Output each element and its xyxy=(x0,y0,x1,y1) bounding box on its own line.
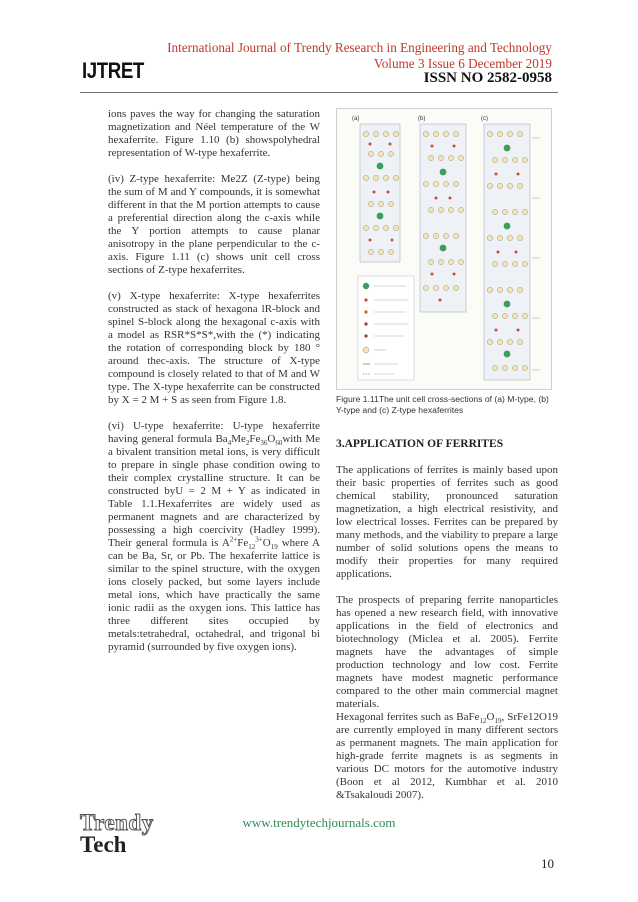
header-divider xyxy=(80,92,558,93)
figure-caption: Figure 1.11The unit cell cross-sections of (a) M-type, (b) Y-type and (c) Z-type hexaferrites xyxy=(336,394,549,415)
journal-volume: Volume 3 Issue 6 December 2019 xyxy=(373,56,552,71)
paragraph-z-type: (iv) Z-type hexaferrite: Me2Z (Z-type) being the sum of M and Y compounds, it is somewhat different in that the M portion attempts to cause a preferential direction along the c-axis while the Y portion attempts to cause planar anisotropy in the plane perpendicular to the c-axis. Figure 1.11 (c) shows unit cell cross sections of Z-type hexaferrites. xyxy=(108,173,320,276)
journal-website-link[interactable]: www.trendytechjournals.com xyxy=(242,815,396,830)
trendy-tech-logo: Trendy Tech xyxy=(80,810,154,857)
figure-legend xyxy=(358,276,414,380)
section-heading: 3.APPLICATION OF FERRITES xyxy=(336,438,504,450)
panel-label-c: (c) xyxy=(481,116,488,122)
paragraph-prospects: The prospects of preparing ferrite nanoparticles has opened a new research field, with innovative applications in the field of electronics and biotechnology (Miclea et al. 2005). Ferrite magnets have the advantages of simple production technology and low cost. Ferrite magnets have modest magnetic performance compared to the other main commercial magnet materials. xyxy=(336,594,558,710)
journal-logo: IJTRET xyxy=(82,58,144,83)
panel-label-a: (a) xyxy=(352,116,360,122)
left-column xyxy=(108,108,320,654)
right-column xyxy=(336,108,558,802)
panel-b-y-type xyxy=(420,124,466,312)
journal-issn: ISSN NO 2582-0958 xyxy=(423,70,552,86)
paragraph-w-type: ions paves the way for changing the saturation magnetization and Néel temperature of the W hexaferrite. Figure 1.10 (b) showspolyhedral representation of W-type hexaferrite. xyxy=(108,108,320,159)
panel-label-b: (b) xyxy=(418,116,426,122)
panel-a-m-type xyxy=(360,124,400,262)
page-number: 10 xyxy=(541,856,554,871)
paragraph-hexagonal-ferrites: Hexagonal ferrites such as $BaFe_{12}O_{19}$, SrFe12O19 are currently employed in many different sectors as permanent magnets. The main application for high-grade ferrite magnets is as segments in various DC motors for the automotive industry (Boon et al 2012, Kumbhar et al. 2010 &Tsakaloudi 2007). xyxy=(336,711,558,801)
crystal-structure-figure xyxy=(336,108,552,390)
journal-title: International Journal of Trendy Research in Engineering and Technology xyxy=(167,40,552,55)
paragraph-u-type: (vi) U-type hexaferrite: U-type hexaferrite having general formula $Ba_4Me_2Fe_{36}O_{60}with$ Me a bivalent transition metal ions, is very difficult to prepare in single phase condition owing to their complex crystalline structure. It can be constructed byU = 2 M + Y as indicated in Table 1.1.Hexaferrites are widely used as permanent magnets and are characterized by possessing a high coercivity (Hadley 1999). Their general formula is $A^{2+}Fe_{12}^{3+}O_{19}$ where A can be Ba, Sr, or Pb. The hexaferrite lattice is similar to the spinel structure, with the oxygen ions closely packed, but some layers include metal ions, which have practically the same ionic radii as the oxygen ions. This lattice has three different sites occupied by metals:tetrahedral, octahedral, and trigonal bi pyramid (surrounded by five oxygen ions). xyxy=(108,420,320,653)
paragraph-x-type: (v) X-type hexaferrite: X-type hexaferrites constructed as stack of hexagona lR-block and spinel S-block along the hexagonal c-axis with a model as RSR*S*S*,with the (*) indicating the rotation of corresponding block by 180 ° around thec-axis. The structure of X-type compound is closely related to that of M and W type. The X-type hexaferrite can be constructed by X = 2 M + S as seen from Figure 1.8. xyxy=(108,290,320,406)
paragraph-applications: The applications of ferrites is mainly based upon their basic properties of ferrites such as good chemical stability, pronounced saturation magnetization, a high electrical resistivity, and low electrical losses. Ferrites can be prepared by many methods, and the viability to prepare a large number of solid solutions opens the means to modify their properties for many required applications. xyxy=(336,464,558,580)
